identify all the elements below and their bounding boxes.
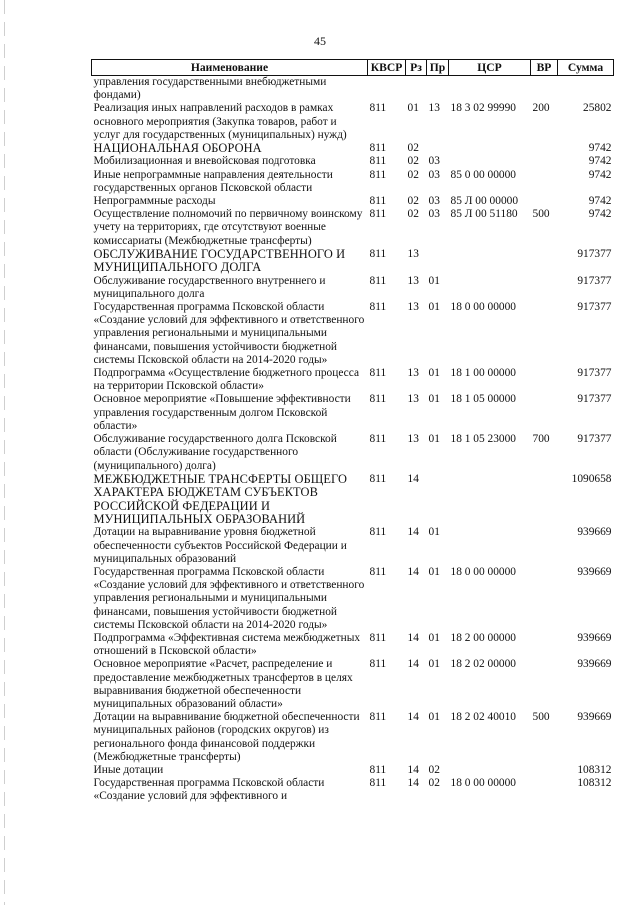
cell-kvsr: 811 — [369, 711, 387, 724]
table-row — [92, 658, 614, 711]
table-row — [92, 433, 614, 473]
table-header — [92, 60, 614, 76]
cell-csr: 85 Л 00 51180 — [450, 208, 518, 221]
table-row — [92, 102, 614, 142]
cell-rz: 13 — [407, 393, 419, 406]
table-row — [92, 393, 614, 433]
cell-vr — [531, 777, 558, 803]
cell-sum: 917377 — [577, 433, 612, 446]
cell-kvsr: 811 — [369, 433, 387, 446]
cell-name: Государственная программа Псковской области «Создание условий для эффективного и ответственного управления региональными и муниципальными финансами, повышения устойчивости бюджетной системы Псковской области на 2014-2020 годы» — [93, 301, 365, 366]
cell-sum: 939669 — [577, 565, 612, 578]
header-sum: Сумма — [558, 60, 614, 76]
cell-pr: 01 — [428, 631, 440, 644]
header-csr: ЦСР — [449, 60, 531, 76]
cell-csr — [449, 473, 531, 527]
cell-csr: 85 0 00 00000 — [450, 168, 516, 181]
cell-sum: 917377 — [577, 301, 612, 314]
cell-pr: 02 — [428, 777, 440, 790]
table-row — [92, 195, 614, 208]
cell-csr: 18 0 00 00000 — [450, 565, 516, 578]
cell-csr: 85 Л 00 00000 — [450, 195, 519, 208]
cell-vr — [531, 76, 558, 103]
table-row — [92, 777, 614, 803]
cell-name: Подпрограмма «Эффективная система межбюджетных отношений в Псковской области» — [93, 631, 361, 658]
section-row — [92, 248, 614, 275]
cell-vr — [531, 566, 558, 632]
cell-pr: 01 — [428, 274, 440, 287]
cell-csr — [449, 275, 531, 301]
cell-sum: 1090658 — [571, 472, 612, 485]
cell-name: Мобилизационная и вневойсковая подготовка — [93, 155, 316, 168]
cell-csr — [449, 76, 531, 103]
cell-rz: 13 — [407, 274, 419, 287]
cell-csr: 18 0 00 00000 — [450, 301, 516, 314]
cell-name: Основное мероприятие «Повышение эффективности управления государственным долгом Псковской области» — [93, 393, 351, 432]
cell-csr: 18 2 00 00000 — [450, 631, 516, 644]
table-row — [92, 301, 614, 367]
cell-csr — [449, 155, 531, 168]
cell-rz: 02 — [407, 168, 419, 181]
cell-kvsr: 811 — [369, 393, 387, 406]
cell-rz: 14 — [407, 526, 419, 539]
table-row — [92, 764, 614, 777]
cell-csr: 18 0 00 00000 — [450, 777, 516, 790]
cell-name: Дотации на выравнивание уровня бюджетной обеспеченности субъектов Российской Федерации и муниципальных образований — [93, 526, 347, 565]
table-row — [92, 169, 614, 195]
cell-rz: 02 — [407, 208, 419, 221]
cell-csr — [449, 526, 531, 566]
cell-vr — [531, 367, 558, 393]
cell-rz: 14 — [407, 763, 419, 776]
cell-vr — [531, 248, 558, 275]
cell-pr: 01 — [428, 367, 440, 380]
cell-pr: 03 — [428, 155, 440, 168]
cell-kvsr: 811 — [369, 195, 387, 208]
table-row — [92, 275, 614, 301]
section-row — [92, 473, 614, 527]
cell-sum: 939669 — [577, 658, 612, 671]
cell-kvsr: 811 — [369, 142, 387, 155]
cell-name: Государственная программа Псковской области «Создание условий для эффективного и ответственного управления региональными и муниципальными финансами, повышения устойчивости бюджетной системы Псковской области на 2014-2020 годы» — [93, 565, 365, 631]
cell-kvsr: 811 — [369, 658, 387, 671]
cell-vr: 200 — [532, 102, 550, 115]
cell-csr: 18 2 02 40010 — [450, 711, 516, 724]
cell-vr — [531, 526, 558, 566]
cell-csr: 18 3 02 99990 — [450, 102, 516, 115]
cell-pr: 02 — [428, 763, 440, 776]
cell-kvsr: 811 — [369, 168, 387, 181]
cell-pr — [427, 76, 449, 103]
cell-rz — [406, 76, 427, 103]
cell-sum: 9742 — [588, 155, 612, 168]
cell-pr — [427, 473, 449, 527]
cell-pr: 13 — [428, 102, 440, 115]
cell-vr — [531, 155, 558, 168]
cell-rz: 14 — [407, 631, 419, 644]
cell-pr — [427, 248, 449, 275]
cell-sum: 939669 — [577, 526, 612, 539]
cell-rz: 14 — [407, 711, 419, 724]
cell-name: Государственная программа Псковской области «Создание условий для эффективного и — [93, 777, 325, 803]
cell-name: Реализация иных направлений расходов в рамках основного мероприятия (Закупка товаров, работ и услуг для государственных (муниципальных) нужд) — [93, 102, 347, 141]
cell-pr: 03 — [428, 195, 440, 208]
cell-vr: 500 — [532, 208, 550, 221]
cell-name: Дотации на выравнивание бюджетной обеспеченности муниципальных районов (городских округов) из регионального фонда финансовой поддержки (Межбюджетные трансферты) — [93, 711, 360, 763]
table-row — [92, 155, 614, 168]
cell-sum: 108312 — [577, 777, 612, 790]
cell-vr — [531, 632, 558, 658]
cell-rz: 13 — [407, 301, 419, 314]
cell-rz: 14 — [407, 658, 419, 671]
cell-vr — [531, 275, 558, 301]
cell-kvsr — [368, 76, 406, 103]
cell-kvsr: 811 — [369, 526, 387, 539]
cell-pr: 01 — [428, 565, 440, 578]
cell-sum: 939669 — [577, 711, 612, 724]
cell-csr: 18 1 05 00000 — [450, 393, 516, 406]
cell-csr: 18 2 02 00000 — [450, 658, 516, 671]
scan-edge — [4, 0, 5, 905]
cell-rz: 02 — [407, 155, 419, 168]
cell-pr: 01 — [428, 711, 440, 724]
cell-rz: 02 — [407, 195, 419, 208]
cell-csr — [449, 142, 531, 155]
table-row — [92, 526, 614, 566]
cell-sum: 9742 — [588, 142, 612, 155]
cell-rz: 14 — [407, 777, 419, 790]
section-row — [92, 142, 614, 155]
cell-vr: 700 — [532, 433, 550, 446]
cell-kvsr: 811 — [369, 472, 387, 485]
cell-name: Непрограммные расходы — [93, 195, 216, 208]
cell-rz: 01 — [407, 102, 419, 115]
cell-vr — [531, 142, 558, 155]
cell-pr: 01 — [428, 393, 440, 406]
table-row — [92, 76, 614, 103]
cell-kvsr: 811 — [369, 208, 387, 221]
cell-name: управления государственными внебюджетными фондами) — [93, 76, 327, 102]
table-row — [92, 632, 614, 658]
cell-kvsr: 811 — [369, 102, 387, 115]
header-rz: Рз — [406, 60, 427, 76]
cell-name: Основное мероприятие «Расчет, распределение и предоставление межбюджетных трансфертов в целях выравнивания бюджетной обеспеченности муниципальных образований области» — [93, 658, 353, 710]
cell-rz: 14 — [407, 565, 419, 578]
table-row — [92, 711, 614, 764]
cell-name: НАЦИОНАЛЬНАЯ ОБОРОНА — [93, 141, 262, 156]
budget-table — [91, 59, 614, 804]
cell-name: Обслуживание государственного долга Псковской области (Обслуживание государственного (муниципального) долга) — [93, 433, 337, 472]
cell-name: Обслуживание государственного внутреннего и муниципального долга — [93, 274, 326, 300]
table-body — [92, 76, 614, 804]
cell-vr — [531, 195, 558, 208]
cell-sum: 917377 — [577, 247, 612, 260]
cell-pr: 03 — [428, 208, 440, 221]
cell-name: Подпрограмма «Осуществление бюджетного процесса на территории Псковской области» — [93, 367, 359, 393]
cell-pr: 01 — [428, 526, 440, 539]
cell-sum: 9742 — [588, 168, 612, 181]
cell-vr — [531, 169, 558, 195]
cell-name: ОБСЛУЖИВАНИЕ ГОСУДАРСТВЕННОГО И МУНИЦИПАЛЬНОГО ДОЛГА — [93, 246, 346, 275]
cell-sum: 9742 — [588, 195, 612, 208]
header-name: Наименование — [92, 60, 368, 76]
cell-pr: 03 — [428, 168, 440, 181]
cell-rz: 13 — [407, 367, 419, 380]
cell-sum: 25802 — [583, 102, 612, 115]
cell-rz: 13 — [407, 247, 419, 260]
cell-vr — [531, 393, 558, 433]
cell-pr — [427, 142, 449, 155]
cell-vr: 500 — [532, 711, 550, 724]
table-row — [92, 566, 614, 632]
cell-name: Осуществление полномочий по первичному воинскому учету на территориях, где отсутствуют военные комиссариаты (Межбюджетные трансферты) — [93, 208, 363, 247]
cell-vr — [531, 473, 558, 527]
cell-vr — [531, 301, 558, 367]
cell-rz: 13 — [407, 433, 419, 446]
cell-kvsr: 811 — [369, 247, 387, 260]
cell-pr: 01 — [428, 658, 440, 671]
cell-csr — [449, 248, 531, 275]
cell-vr — [531, 658, 558, 711]
page-number: 45 — [314, 34, 326, 48]
cell-rz: 02 — [407, 142, 419, 155]
cell-sum: 917377 — [577, 393, 612, 406]
cell-kvsr: 811 — [369, 155, 387, 168]
cell-sum: 917377 — [577, 367, 612, 380]
cell-sum — [558, 76, 614, 103]
cell-kvsr: 811 — [369, 763, 387, 776]
cell-name: МЕЖБЮДЖЕТНЫЕ ТРАНСФЕРТЫ ОБЩЕГО ХАРАКТЕРА БЮДЖЕТАМ СУБЪЕКТОВ РОССИЙСКОЙ ФЕДЕРАЦИИ И МУНИЦИПАЛЬНЫХ ОБРАЗОВАНИЙ — [93, 471, 348, 526]
cell-sum: 939669 — [577, 631, 612, 644]
cell-kvsr: 811 — [369, 274, 387, 287]
cell-rz: 14 — [407, 472, 419, 485]
cell-kvsr: 811 — [369, 777, 387, 790]
cell-sum: 9742 — [588, 208, 612, 221]
cell-pr: 01 — [428, 433, 440, 446]
cell-kvsr: 811 — [369, 367, 387, 380]
table-row — [92, 208, 614, 248]
cell-csr: 18 1 00 00000 — [450, 367, 516, 380]
cell-kvsr: 811 — [369, 301, 387, 314]
cell-csr — [449, 764, 531, 777]
cell-pr: 01 — [428, 301, 440, 314]
cell-sum: 917377 — [577, 274, 612, 287]
cell-sum: 108312 — [577, 763, 612, 776]
header-pr: Пр — [427, 60, 449, 76]
header-vr: ВР — [531, 60, 558, 76]
table-row — [92, 367, 614, 393]
cell-kvsr: 811 — [369, 631, 387, 644]
cell-name: Иные непрограммные направления деятельности государственных органов Псковской области — [93, 168, 333, 194]
cell-kvsr: 811 — [369, 565, 387, 578]
cell-csr: 18 1 05 23000 — [450, 433, 516, 446]
cell-vr — [531, 764, 558, 777]
cell-name: Иные дотации — [93, 763, 164, 776]
header-kvsr: КВСР — [368, 60, 406, 76]
